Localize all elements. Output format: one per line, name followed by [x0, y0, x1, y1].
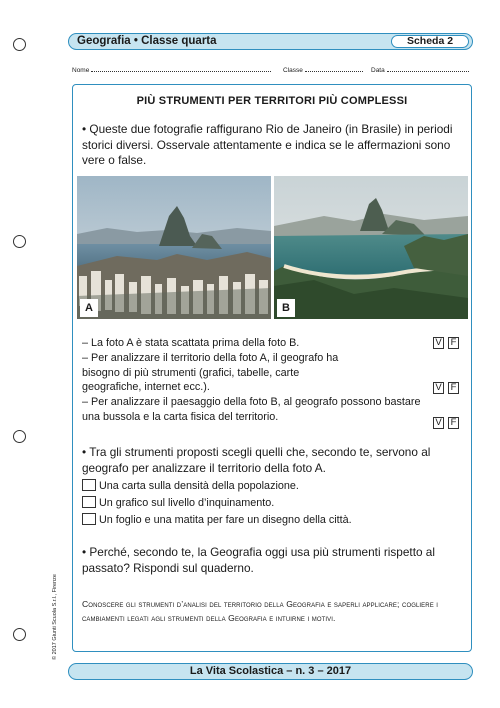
copyright: © 2017 Giunti Scuola S.r.l., Firenze — [52, 574, 58, 660]
page-title: PIÙ STRUMENTI PER TERRITORI PIÙ COMPLESSI — [136, 95, 408, 107]
class-field[interactable] — [283, 66, 363, 74]
header-bar — [68, 33, 473, 50]
photo-b — [274, 176, 468, 319]
scheda-badge: Scheda 2 — [391, 35, 469, 48]
photo-b-image — [274, 176, 468, 319]
statement-2-true-box[interactable]: V — [433, 382, 444, 394]
photo-a-label: A — [80, 299, 98, 317]
statement-3: – Per analizzare il paesaggio della foto B, al geografo possono bastare una bussola e la carta fisica del territorio. — [82, 396, 421, 423]
photo-b-label: B — [277, 299, 295, 317]
class-label: Classe — [283, 67, 303, 74]
binder-hole-1 — [13, 38, 26, 51]
option-1-label: Una carta sulla densità della popolazione. — [99, 480, 299, 492]
name-label: Nome — [72, 67, 90, 74]
statement-3-true-box[interactable]: V — [433, 417, 444, 429]
option-2-label: Un grafico sul livello d’inquinamento. — [99, 497, 275, 509]
statement-1-true-box[interactable]: V — [433, 337, 444, 349]
photo-a-image — [77, 176, 271, 319]
worksheet-box — [72, 84, 472, 652]
date-label: Data — [371, 67, 385, 74]
option-3[interactable] — [82, 513, 468, 528]
date-field[interactable] — [371, 66, 469, 74]
option-3-checkbox[interactable] — [82, 513, 96, 525]
statement-1: – La foto A è stata scattata prima della foto B. — [82, 337, 300, 349]
option-2[interactable] — [82, 496, 468, 511]
exercise2-intro: • Tra gli strumenti proposti scegli quelli che, secondo te, servono al geografo per analizzare il territorio della foto A. — [82, 445, 431, 475]
statement-2: – Per analizzare il territorio della foto A, il geografo ha bisogno di più strumenti (grafici, tabelle, carte geografiche, internet ecc.). — [82, 352, 339, 393]
option-1-checkbox[interactable] — [82, 479, 96, 491]
statement-1-false-box[interactable]: F — [448, 337, 459, 349]
learning-objective: Conoscere gli strumenti d’analisi del territorio della Geografia e saperli applicare; cogliere i cambiamenti legati agli strumenti della Geografia e intuirne i motivi. — [82, 599, 439, 623]
exercise1-intro: • Queste due fotografie raffigurano Rio de Janeiro (in Brasile) in periodi storici diversi. Osservale attentamente e indica se le affermazioni sono vere o false. — [82, 122, 453, 167]
binder-hole-3 — [13, 430, 26, 443]
statement-3-false-box[interactable]: F — [448, 417, 459, 429]
header-title: Geografia • Classe quarta — [77, 35, 217, 47]
binder-hole-2 — [13, 235, 26, 248]
option-2-checkbox[interactable] — [82, 496, 96, 508]
option-1[interactable] — [82, 479, 468, 494]
footer-bar: La Vita Scolastica – n. 3 – 2017 — [68, 663, 473, 680]
statement-2-false-box[interactable]: F — [448, 382, 459, 394]
binder-hole-4 — [13, 628, 26, 641]
name-field[interactable] — [72, 66, 271, 74]
option-3-label: Un foglio e una matita per fare un disegno della città. — [99, 514, 352, 526]
photo-a — [77, 176, 271, 319]
exercise3-intro: • Perché, secondo te, la Geografia oggi usa più strumenti rispetto al passato? Rispondi sul quaderno. — [82, 545, 435, 575]
